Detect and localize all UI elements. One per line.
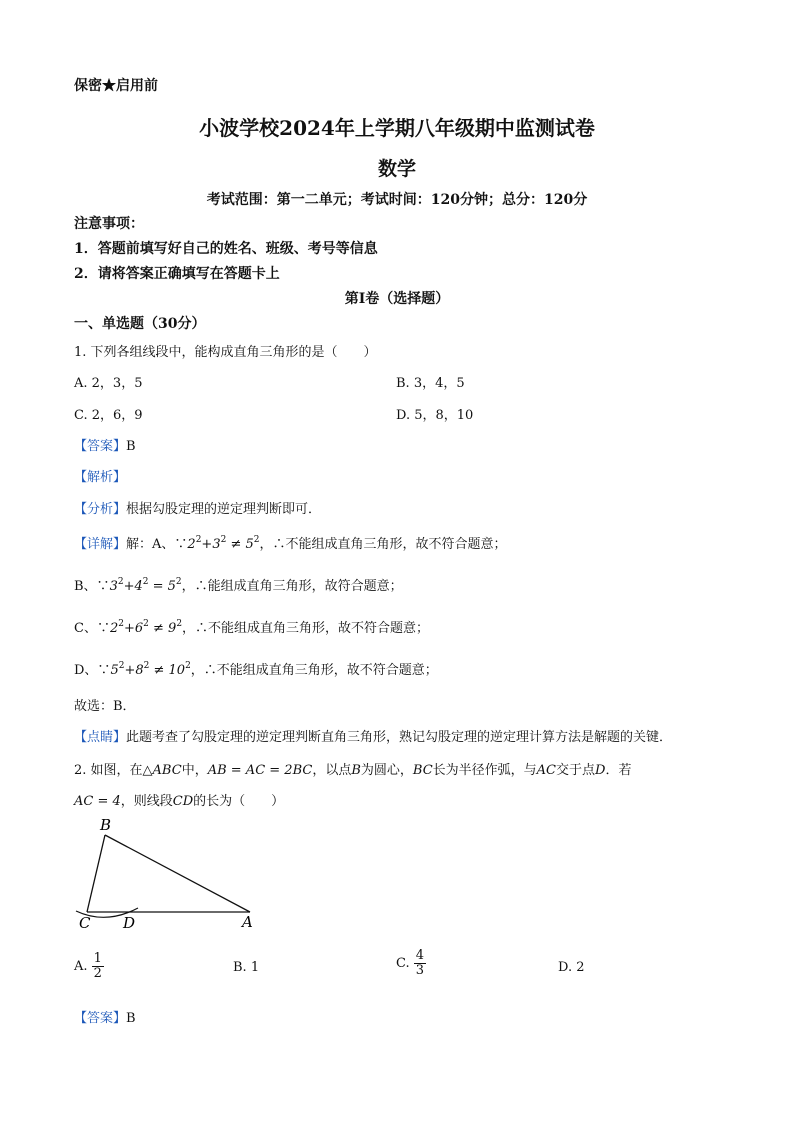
fraction-denominator: 3 [415,963,425,978]
q1-comment [74,726,672,745]
answer-label: 【答案】 [74,439,127,454]
q1-detail-b [74,575,403,594]
q2-segment-ac: AC [536,763,557,778]
q2-stem-h: ，则线段 [120,794,173,809]
q2-point-d: D [595,763,606,778]
detail-d-prefix: D、∵ [74,663,111,678]
page-title: 小波学校2024年上学期八年级期中监测试卷 [199,116,595,140]
detail-a-prefix: 解：A、∵ [126,537,188,552]
detail-c-equation: $2^2+6^2 \ne 9^2$ [109,619,183,636]
analysis-label: 【解析】 [74,470,127,485]
q2-stem-line2 [74,790,284,809]
q2-option-c [396,949,426,978]
answer-value: B [126,1011,136,1026]
fenxi-text: 根据勾股定理的逆定理判断即可． [126,502,322,517]
label-c: C [79,914,91,932]
comment-text: 此题考查了勾股定理的逆定理判断直角三角形，熟记勾股定理的逆定理计算方法是解题的关键． [126,730,673,745]
segment-ab [105,835,250,912]
subject-title: 数学 [377,158,416,180]
detail-a-equation: $2^2+3^2 \ne 5^2$ [187,535,260,552]
q2-option-a-prefix: A. [74,959,88,974]
q1-detail-c [74,617,429,636]
q2-stem-line1 [74,759,631,778]
q2-segment-cd: CD [172,794,194,809]
volume-title: 第Ⅰ卷（选择题） [344,291,450,307]
answer-label: 【答案】 [74,1011,127,1026]
q1-fenxi [74,498,321,517]
note-item-2: 2．请将答案正确填写在答题卡上 [74,266,280,282]
answer-value: B [126,439,136,454]
q2-triangle: △ABC [142,763,182,778]
q2-stem-i: 的长为（ ） [193,794,285,809]
q2-option-c-prefix: C. [396,956,410,971]
exam-info: 考试范围：第一二单元；考试时间：120分钟；总分：120分 [206,192,588,208]
q1-option-d: D. 5，8，10 [396,408,474,423]
label-d: D [123,914,136,932]
q2-option-a-fraction [92,952,104,981]
q2-stem-a: 2. 如图，在 [74,763,143,778]
q1-option-b: B. 3，4，5 [396,376,465,391]
q1-analysis [74,466,126,485]
detail-a-suffix: ，∴不能组成直角三角形，故不符合题意； [259,537,507,552]
q2-stem-f: 交于点 [556,763,596,778]
detail-b-prefix: B、∵ [74,579,110,594]
fenxi-label: 【分析】 [74,502,127,517]
q1-choice: 故选：B． [74,699,136,714]
fraction-denominator: 2 [93,966,102,981]
q2-stem-b: 中， [181,763,208,778]
q2-option-b: B. 1 [233,960,260,975]
section-title: 一、单选题（30分） [74,316,206,332]
q2-point-b: B [351,763,361,778]
q2-equation-1: AB = AC = 2BC [207,763,313,778]
q2-stem-d: 为圆心， [360,763,413,778]
detail-b-suffix: ，∴能组成直角三角形，故符合题意； [181,579,403,594]
detail-d-equation: $5^2+8^2 \ne 10^2$ [110,661,191,678]
q2-answer [74,1007,136,1026]
q2-stem-c: ，以点 [312,763,352,778]
label-b: B [100,816,112,834]
fraction-numerator: 4 [415,948,425,963]
q2-equation-2: AC = 4 [74,794,121,809]
q1-answer [74,435,136,454]
q2-option-c-fraction [414,949,426,978]
comment-label: 【点睛】 [74,730,127,745]
note-item-1: 1．答题前填写好自己的姓名、班级、考号等信息 [74,241,378,257]
fraction-numerator: 1 [93,951,102,966]
q2-option-a [74,952,104,981]
detail-b-equation: $3^2+4^2 = 5^2$ [109,577,182,594]
label-a: A [242,913,253,931]
detail-label: 【详解】 [74,537,127,552]
confidential-mark: 保密★启用前 [74,78,158,94]
q2-segment-bc: BC [412,763,433,778]
q1-detail-a [74,533,507,552]
q1-option-c: C. 2，6，9 [74,408,143,423]
detail-c-suffix: ，∴不能组成直角三角形，故不符合题意； [182,621,430,636]
q2-option-d: D. 2 [558,960,585,975]
detail-d-suffix: ，∴不能组成直角三角形，故不符合题意； [190,663,438,678]
q1-detail-d [74,659,438,678]
segment-bc [87,835,105,912]
q2-stem-g: ．若 [605,763,632,778]
q1-stem: 1. 下列各组线段中，能构成直角三角形的是（ ） [74,345,377,360]
q2-stem-e: 长为半径作弧，与 [432,763,537,778]
q1-option-a: A. 2，3，5 [74,376,143,391]
notes-heading: 注意事项： [74,216,144,232]
q2-triangle-figure [70,815,270,935]
detail-c-prefix: C、∵ [74,621,110,636]
